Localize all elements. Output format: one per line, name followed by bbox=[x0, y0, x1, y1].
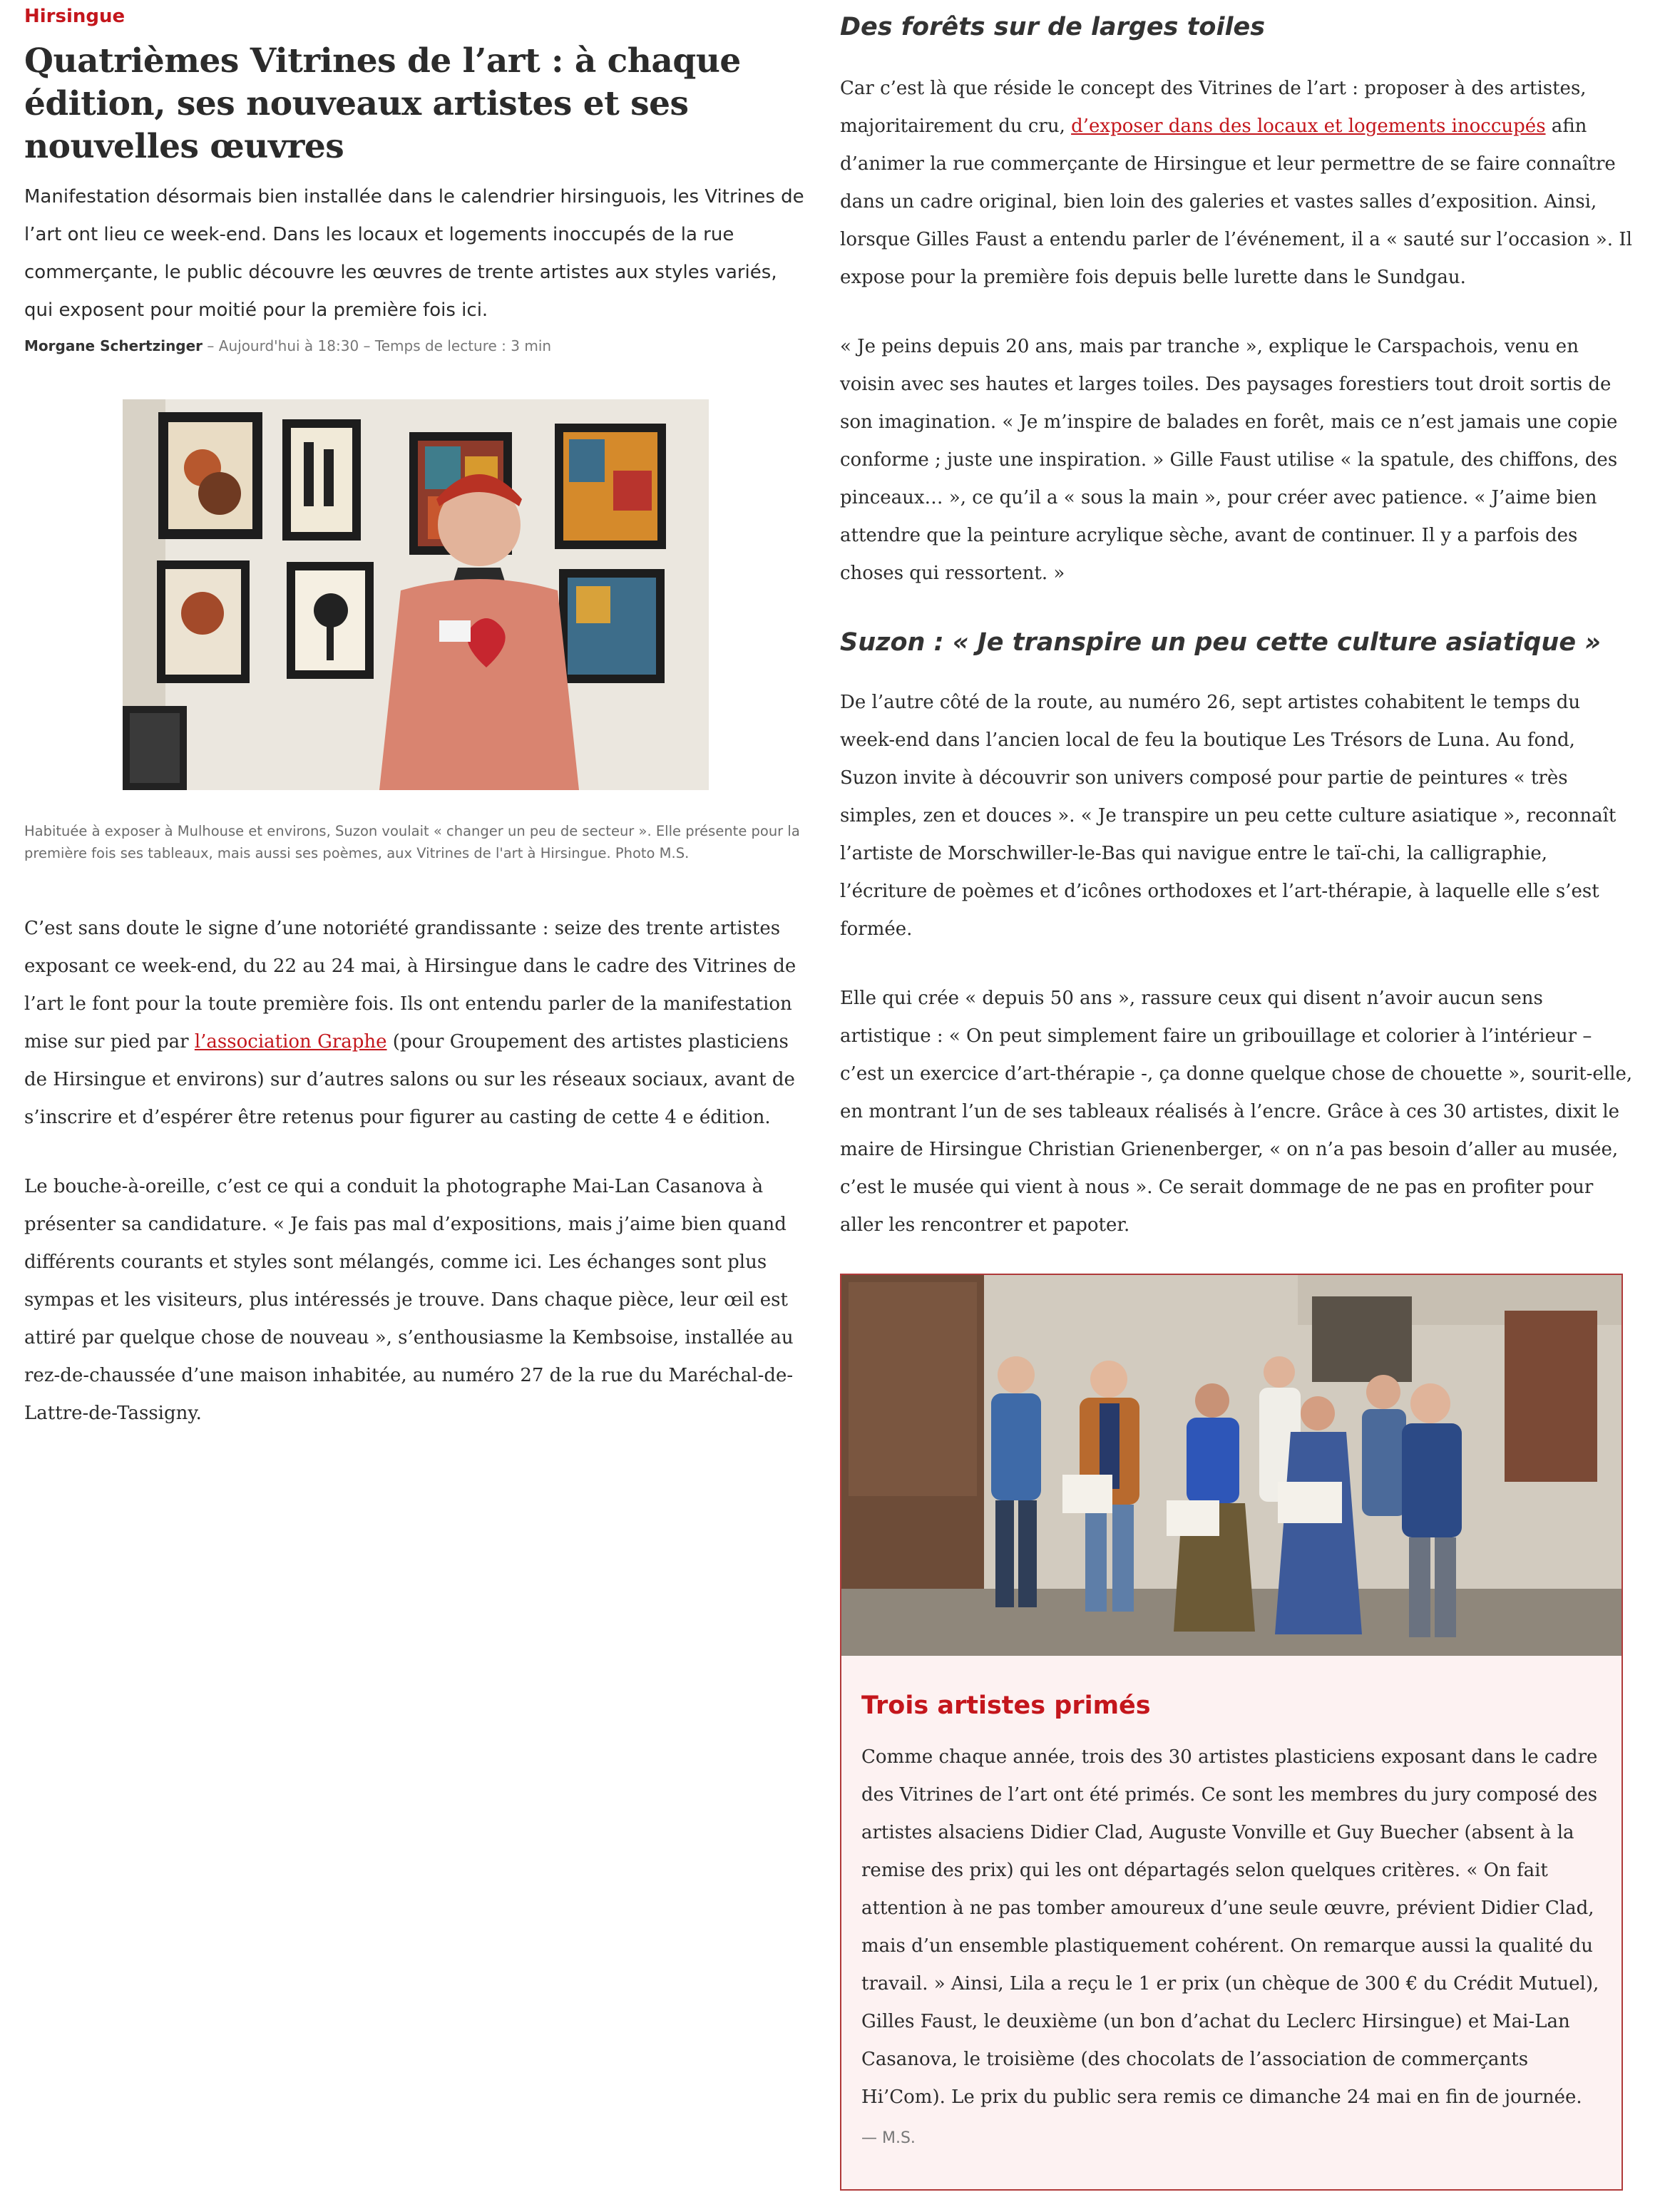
association-graphe-link[interactable]: l’association Graphe bbox=[194, 1031, 387, 1053]
article-byline bbox=[24, 334, 809, 358]
main-photo[interactable] bbox=[123, 399, 709, 790]
subhead-forests: Des forêts sur de larges toiles bbox=[840, 13, 1266, 41]
main-photo-caption: Habituée à exposer à Mulhouse et environs, Suzon voulait « changer un peu de secteur ». Elle présente pour la première fois ses tableaux, mais aussi ses poèmes, aux Vitrines de l'art à Hirsingue. Photo M.S. bbox=[24, 823, 800, 861]
author-name[interactable]: Morgane Schertzinger bbox=[24, 337, 203, 354]
right-paragraph-1 bbox=[840, 70, 1636, 297]
left-paragraph-1 bbox=[24, 910, 809, 1137]
article-chapo: Manifestation désormais bien installée dans le calendrier hirsinguois, les Vitrines de l’art ont lieu ce week-end. Dans les locaux et logements inoccupés de la rue commerçante, le public découvre les œuvres de trente artistes aux styles variés, qui exposent pour moitié pour la première fois ici. bbox=[24, 186, 804, 321]
award-photo[interactable] bbox=[841, 1275, 1621, 1656]
left-p1-text-b: (pour Groupement des artistes plasticiens de Hirsingue et environs) sur d’autres salons ou sur les réseaux sociaux, avant de s’inscrire et d’espérer être retenus pour figurer au casting de cette 4 e édition. bbox=[24, 1031, 795, 1128]
right-p1-text-a: Car c’est là que réside le concept des Vitrines de l’art : proposer à des artistes, majoritairement du cru, bbox=[840, 78, 1587, 137]
article-meta: – Aujourd'hui à 18:30 – Temps de lecture : 3 min bbox=[203, 337, 552, 354]
awards-title: Trois artistes primés bbox=[861, 1691, 1151, 1720]
article-title: Quatrièmes Vitrines de l’art : à chaque édition, ses nouveaux artistes et ses nouvelles œuvres bbox=[24, 41, 741, 166]
right-p1-text-b: afin d’animer la rue commerçante de Hirsingue et leur permettre de se faire connaître dans un cadre original, bien loin des galeries et vastes salles d’exposition. Ainsi, lorsque Gilles Faust a entendu parler de l’événement, il a « sauté sur l’occasion ». Il expose pour la première fois depuis belle lurette dans le Sundgau. bbox=[840, 116, 1632, 288]
subhead-suzon: Suzon : « Je transpire un peu cette culture asiatique » bbox=[840, 628, 1602, 657]
awards-text: Comme chaque année, trois des 30 artistes plasticiens exposant dans le cadre des Vitrines de l’art ont été primés. Ce sont les membres du jury composé des artistes alsaciens Didier Clad, Auguste Vonville et Guy Buecher (absent à la remise des prix) qui les ont départagés selon quelques critères. « On fait attention à ne pas tomber amoureux d’une seule œuvre, prévient Didier Clad, mais d’un ensemble plastiquement cohérent. On remarque aussi la qualité du travail. » Ainsi, Lila a reçu le 1 er prix (un chèque de 300 € du Crédit Mutuel), Gilles Faust, le deuxième (un bon d’achat du Leclerc Hirsingue) et Mai-Lan Casanova, le troisième (des chocolats de l’association de commerçants Hi’Com). Le prix du public sera remis ce dimanche 24 mai en fin de journée. bbox=[861, 1746, 1599, 2108]
awards-signature: — M.S. bbox=[861, 2129, 916, 2147]
award-photo-illustration bbox=[841, 1275, 1621, 1656]
right-column bbox=[840, 0, 1636, 2147]
exposer-locaux-link[interactable]: d’exposer dans des locaux et logements inoccupés bbox=[1071, 116, 1546, 137]
left-column bbox=[24, 0, 809, 1433]
right-paragraph-2: « Je peins depuis 20 ans, mais par tranche », explique le Carspachois, venu en voisin avec ses hautes et larges toiles. Des paysages forestiers tout droit sortis de son imagination. « Je m’inspire de balades en forêt, mais ce n’est jamais une copie conforme ; juste une inspiration. » Gille Faust utilise « la spatule, des chiffons, des pinceaux… », ce qu’il a « sous la main », pour créer avec patience. « J’aime bien attendre que la peinture acrylique sèche, avant de continuer. Il y a parfois des choses qui ressortent. » bbox=[840, 336, 1618, 584]
article-kicker[interactable]: Hirsingue bbox=[24, 6, 125, 27]
right-paragraph-3: De l’autre côté de la route, au numéro 26, sept artistes cohabitent le temps du week-end dans l’ancien local de feu la boutique Les Trésors de Luna. Au fond, Suzon invite à découvrir son univers composé pour partie de peintures « très simples, zen et douces ». « Je transpire un peu cette culture asiatique », reconnaît l’artiste de Morschwiller-le-Bas qui navigue entre le taï-chi, la calligraphie, l’écriture de poèmes et d’icônes orthodoxes et l’art-thérapie, à laquelle elle s’est formée. bbox=[840, 692, 1617, 940]
awards-box bbox=[840, 1274, 1623, 2191]
suzon-photo-illustration bbox=[123, 399, 709, 790]
left-p1-text-a: C’est sans doute le signe d’une notoriété grandissante : seize des trente artistes exposant ce week-end, du 22 au 24 mai, à Hirsingue dans le cadre des Vitrines de l’art le font pour la toute première fois. Ils ont entendu parler de la manifestation mise sur pied par bbox=[24, 918, 796, 1053]
right-paragraph-4: Elle qui crée « depuis 50 ans », rassure ceux qui disent n’avoir aucun sens artistique : « On peut simplement faire un gribouillage et colorier à l’intérieur – c’est un exercice d’art-thérapie -, ça donne quelque chose de chouette », sourit-elle, en montrant l’un de ses tableaux réalisés à l’encre. Grâce à ces 30 artistes, dixit le maire de Hirsingue Christian Grienenberger, « on n’a pas besoin d’aller au musée, c’est le musée qui vient à nous ». Ce serait dommage de ne pas en profiter pour aller les rencontrer et papoter. bbox=[840, 988, 1633, 1236]
left-paragraph-2: Le bouche-à-oreille, c’est ce qui a conduit la photographe Mai-Lan Casanova à présenter sa candidature. « Je fais pas mal d’expositions, mais j’aime bien quand différents courants et styles sont mélangés, comme ici. Les échanges sont plus sympas et les visiteurs, plus intéressés je trouve. Dans chaque pièce, leur œil est attiré par quelque chose de nouveau », s’enthousiasme la Kembsoise, installée au rez-de-chaussée d’une maison inhabitée, au numéro 27 de la rue du Maréchal-de-Lattre-de-Tassigny. bbox=[24, 1176, 794, 1424]
